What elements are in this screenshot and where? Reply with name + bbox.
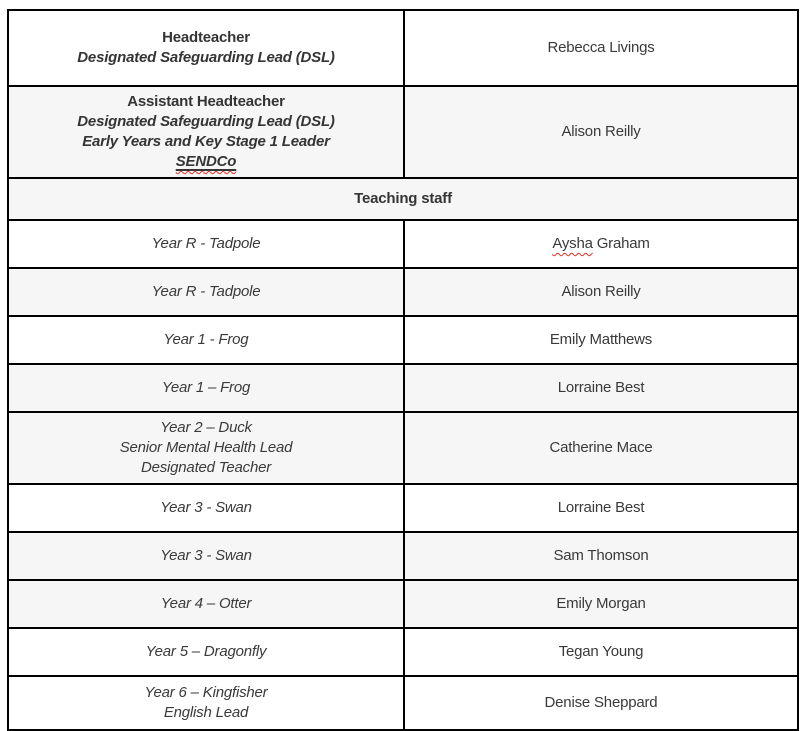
role-cell — [8, 268, 404, 316]
role-cell — [8, 364, 404, 412]
role-cell — [8, 628, 404, 676]
staff-name — [415, 642, 787, 662]
misspelled-word: Aysha — [552, 235, 593, 252]
name-cell — [404, 220, 798, 268]
role-line — [19, 152, 393, 172]
staff-row — [8, 628, 798, 676]
role-line — [19, 458, 393, 478]
text-segment: Year 1 - Frog — [163, 331, 249, 348]
role-line — [19, 703, 393, 723]
text-segment: Alison Reilly — [561, 123, 641, 140]
text-segment: Year R - Tadpole — [151, 283, 261, 300]
text-segment: Year 2 – Duck — [160, 419, 252, 436]
text-segment: Alison Reilly — [561, 283, 641, 300]
role-line — [19, 642, 393, 662]
staff-row — [8, 268, 798, 316]
text-segment: Senior Mental Health Lead — [119, 439, 293, 456]
name-cell — [404, 676, 798, 730]
role-line — [19, 594, 393, 614]
role-cell — [8, 220, 404, 268]
text-segment: Headteacher — [162, 29, 250, 46]
staff-row — [8, 316, 798, 364]
role-line — [19, 498, 393, 518]
name-cell — [404, 268, 798, 316]
staff-name — [415, 122, 787, 142]
staff-row — [8, 580, 798, 628]
staff-table-body — [8, 10, 798, 730]
text-segment: Designated Teacher — [140, 459, 272, 476]
role-line — [19, 48, 393, 68]
staff-row — [8, 10, 798, 86]
staff-name — [415, 282, 787, 302]
staff-name — [415, 330, 787, 350]
text-segment: Sam Thomson — [553, 547, 649, 564]
staff-table — [7, 9, 799, 731]
role-line — [19, 132, 393, 152]
name-cell — [404, 484, 798, 532]
role-line — [19, 418, 393, 438]
role-line — [19, 112, 393, 132]
role-cell — [8, 10, 404, 86]
staff-name — [415, 438, 787, 458]
staff-name — [415, 594, 787, 614]
role-line — [19, 92, 393, 112]
staff-name — [415, 234, 787, 254]
name-cell — [404, 316, 798, 364]
text-segment: Designated Safeguarding Lead (DSL) — [77, 113, 335, 130]
section-header-cell — [8, 178, 798, 220]
text-segment: Year 3 - Swan — [160, 499, 252, 516]
staff-row — [8, 532, 798, 580]
staff-row — [8, 412, 798, 484]
text-segment: Rebecca Livings — [547, 39, 655, 56]
role-cell — [8, 532, 404, 580]
role-line — [19, 330, 393, 350]
text-segment: Lorraine Best — [557, 379, 645, 396]
text-segment: Year 1 – Frog — [161, 379, 251, 396]
name-cell — [404, 532, 798, 580]
text-segment: Denise Sheppard — [544, 694, 658, 711]
text-segment: Year 3 - Swan — [160, 547, 252, 564]
role-cell — [8, 484, 404, 532]
name-cell — [404, 412, 798, 484]
name-cell — [404, 86, 798, 178]
text-segment: Emily Matthews — [549, 331, 653, 348]
text-segment: Year R - Tadpole — [151, 235, 261, 252]
misspelled-word: SENDCo — [175, 153, 237, 170]
staff-row — [8, 86, 798, 178]
text-segment: Emily Morgan — [556, 595, 646, 612]
role-line — [19, 546, 393, 566]
role-line — [19, 683, 393, 703]
staff-row — [8, 220, 798, 268]
role-line — [19, 28, 393, 48]
role-line — [19, 234, 393, 254]
staff-name — [415, 693, 787, 713]
text-segment: Early Years and Key Stage 1 Leader — [82, 133, 330, 150]
name-cell — [404, 10, 798, 86]
role-line — [19, 378, 393, 398]
role-cell — [8, 316, 404, 364]
staff-name — [415, 378, 787, 398]
text-segment: Year 5 – Dragonfly — [145, 643, 267, 660]
text-segment: English Lead — [163, 704, 249, 721]
staff-name — [415, 546, 787, 566]
text-segment: Assistant Headteacher — [127, 93, 285, 110]
role-cell — [8, 580, 404, 628]
staff-name — [415, 38, 787, 58]
text-segment — [176, 153, 236, 170]
name-cell — [404, 628, 798, 676]
staff-row — [8, 676, 798, 730]
text-segment: Designated Safeguarding Lead (DSL) — [77, 49, 335, 66]
name-cell — [404, 580, 798, 628]
text-segment: Catherine Mace — [549, 439, 653, 456]
role-cell — [8, 676, 404, 730]
role-cell — [8, 412, 404, 484]
section-header-row — [8, 178, 798, 220]
staff-row — [8, 484, 798, 532]
text-segment: Tegan Young — [558, 643, 644, 660]
staff-row — [8, 364, 798, 412]
section-title: Teaching staff — [354, 190, 452, 207]
name-cell — [404, 364, 798, 412]
text-segment: Graham — [592, 235, 650, 252]
text-segment: Year 6 – Kingfisher — [144, 684, 268, 701]
staff-name — [415, 498, 787, 518]
text-segment: Year 4 – Otter — [160, 595, 252, 612]
role-line — [19, 282, 393, 302]
role-line — [19, 438, 393, 458]
role-cell — [8, 86, 404, 178]
text-segment: Lorraine Best — [557, 499, 645, 516]
